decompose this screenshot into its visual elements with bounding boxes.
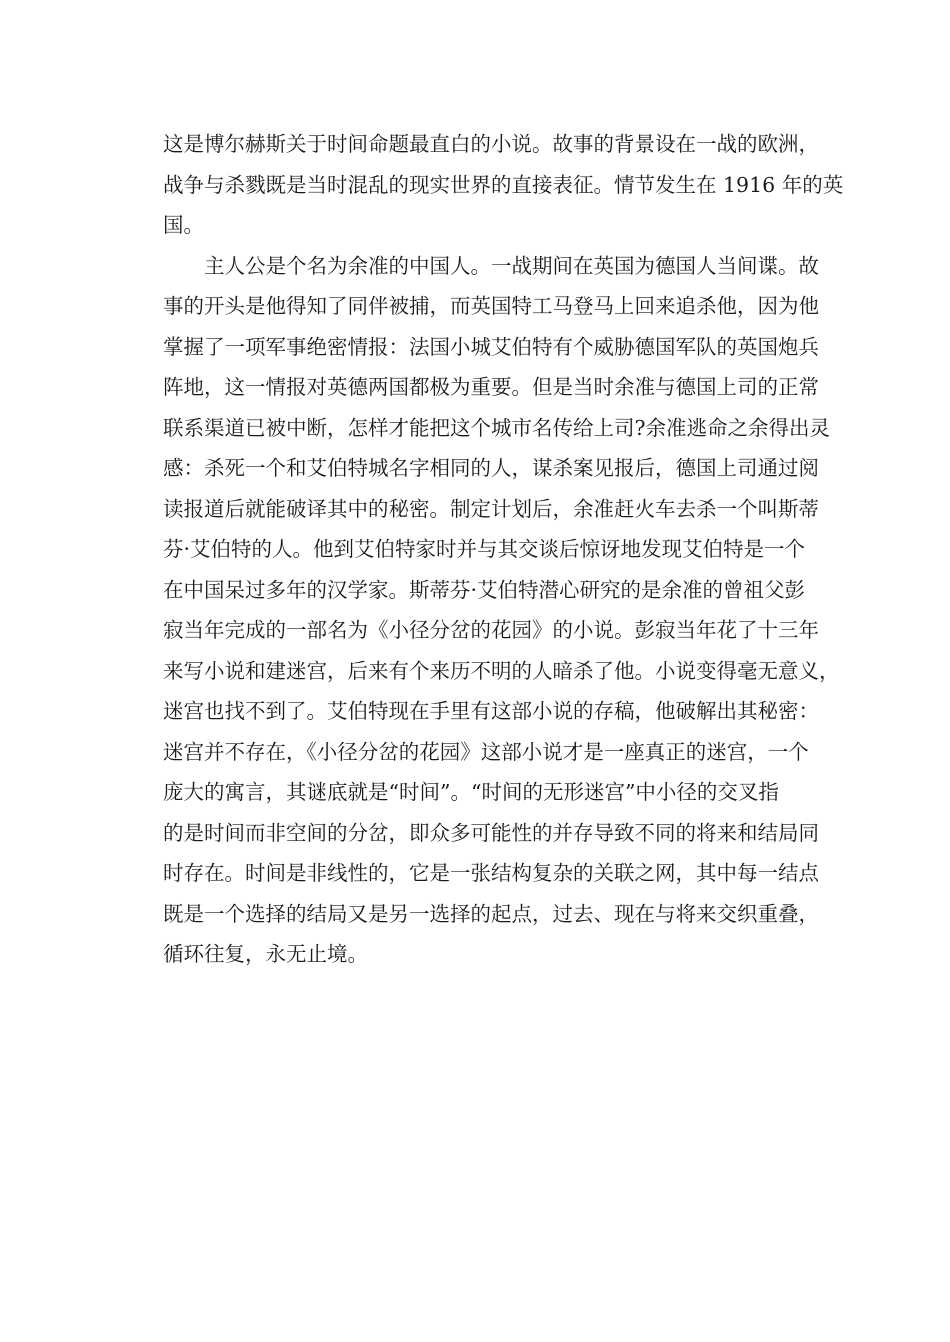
paragraph-2-line-3: 掌握了一项军事绝密情报：法国小城艾伯特有个威胁德国军队的英国炮兵	[163, 334, 819, 359]
paragraph-2-line-7: 读报道后就能破译其中的秘密。制定计划后，余准赶火车去杀一个叫斯蒂	[163, 496, 819, 521]
paragraph-2-line-4: 阵地，这一情报对英德两国都极为重要。但是当时余准与德国上司的正常	[163, 375, 819, 399]
document-body	[163, 124, 844, 975]
paragraph-2-line-15: 的是时间而非空间的分岔，即众多可能性的并存导致不同的将来和结局同	[163, 820, 819, 845]
paragraph-2-line-6: 感：杀死一个和艾伯特城名字相同的人，谋杀案见报后，德国上司通过阅	[163, 456, 819, 480]
paragraph-2-line-12: 迷宫也找不到了。艾伯特现在手里有这部小说的存稿，他破解出其秘密：	[163, 699, 819, 723]
paragraph-2-line-8: 芬·艾伯特的人。他到艾伯特家时并与其交谈后惊讶地发现艾伯特是一个	[163, 537, 806, 561]
paragraph-2-line-9: 在中国呆过多年的汉学家。斯蒂芬·艾伯特潜心研究的是余准的曾祖父彭	[163, 577, 806, 602]
paragraph-2-line-2: 事的开头是他得知了同伴被捕，而英国特工马登马上回来追杀他，因为他	[163, 294, 819, 318]
paragraph-2-line-13: 迷宫并不存在，《小径分岔的花园》这部小说才是一座真正的迷宫，一个	[163, 739, 809, 764]
paragraph-2-line-18: 循环往复，永无止境。	[163, 942, 368, 966]
paragraph-2-line-10: 寂当年完成的一部名为《小径分岔的花园》的小说。彭寂当年花了十三年	[163, 618, 819, 642]
paragraph-1	[163, 124, 844, 246]
paragraph-1-line-1: 这是博尔赫斯关于时间命题最直白的小说。故事的背景设在一战的欧洲，	[163, 132, 819, 156]
paragraph-2	[163, 246, 840, 975]
paragraph-2-line-17: 既是一个选择的结局又是另一选择的起点，过去、现在与将来交织重叠，	[163, 901, 819, 926]
paragraph-2-line-1: 主人公是个名为余准的中国人。一战期间在英国为德国人当间谍。故	[204, 253, 819, 278]
paragraph-2-line-5: 联系渠道已被中断，怎样才能把这个城市名传给上司?余准逃命之余得出灵	[163, 415, 830, 440]
paragraph-2-line-14: 庞大的寓言，其谜底就是“时间”。“时间的无形迷宫”中小径的交叉指	[163, 780, 779, 804]
paragraph-2-line-16: 时存在。时间是非线性的，它是一张结构复杂的关联之网，其中每一结点	[163, 861, 819, 885]
paragraph-1-line-3: 国。	[163, 213, 204, 237]
paragraph-1-line-2: 战争与杀戮既是当时混乱的现实世界的直接表征。情节发生在 1916 年的英	[163, 172, 844, 197]
paragraph-2-line-11: 来写小说和建迷宫，后来有个来历不明的人暗杀了他。小说变得毫无意义，	[163, 658, 840, 683]
